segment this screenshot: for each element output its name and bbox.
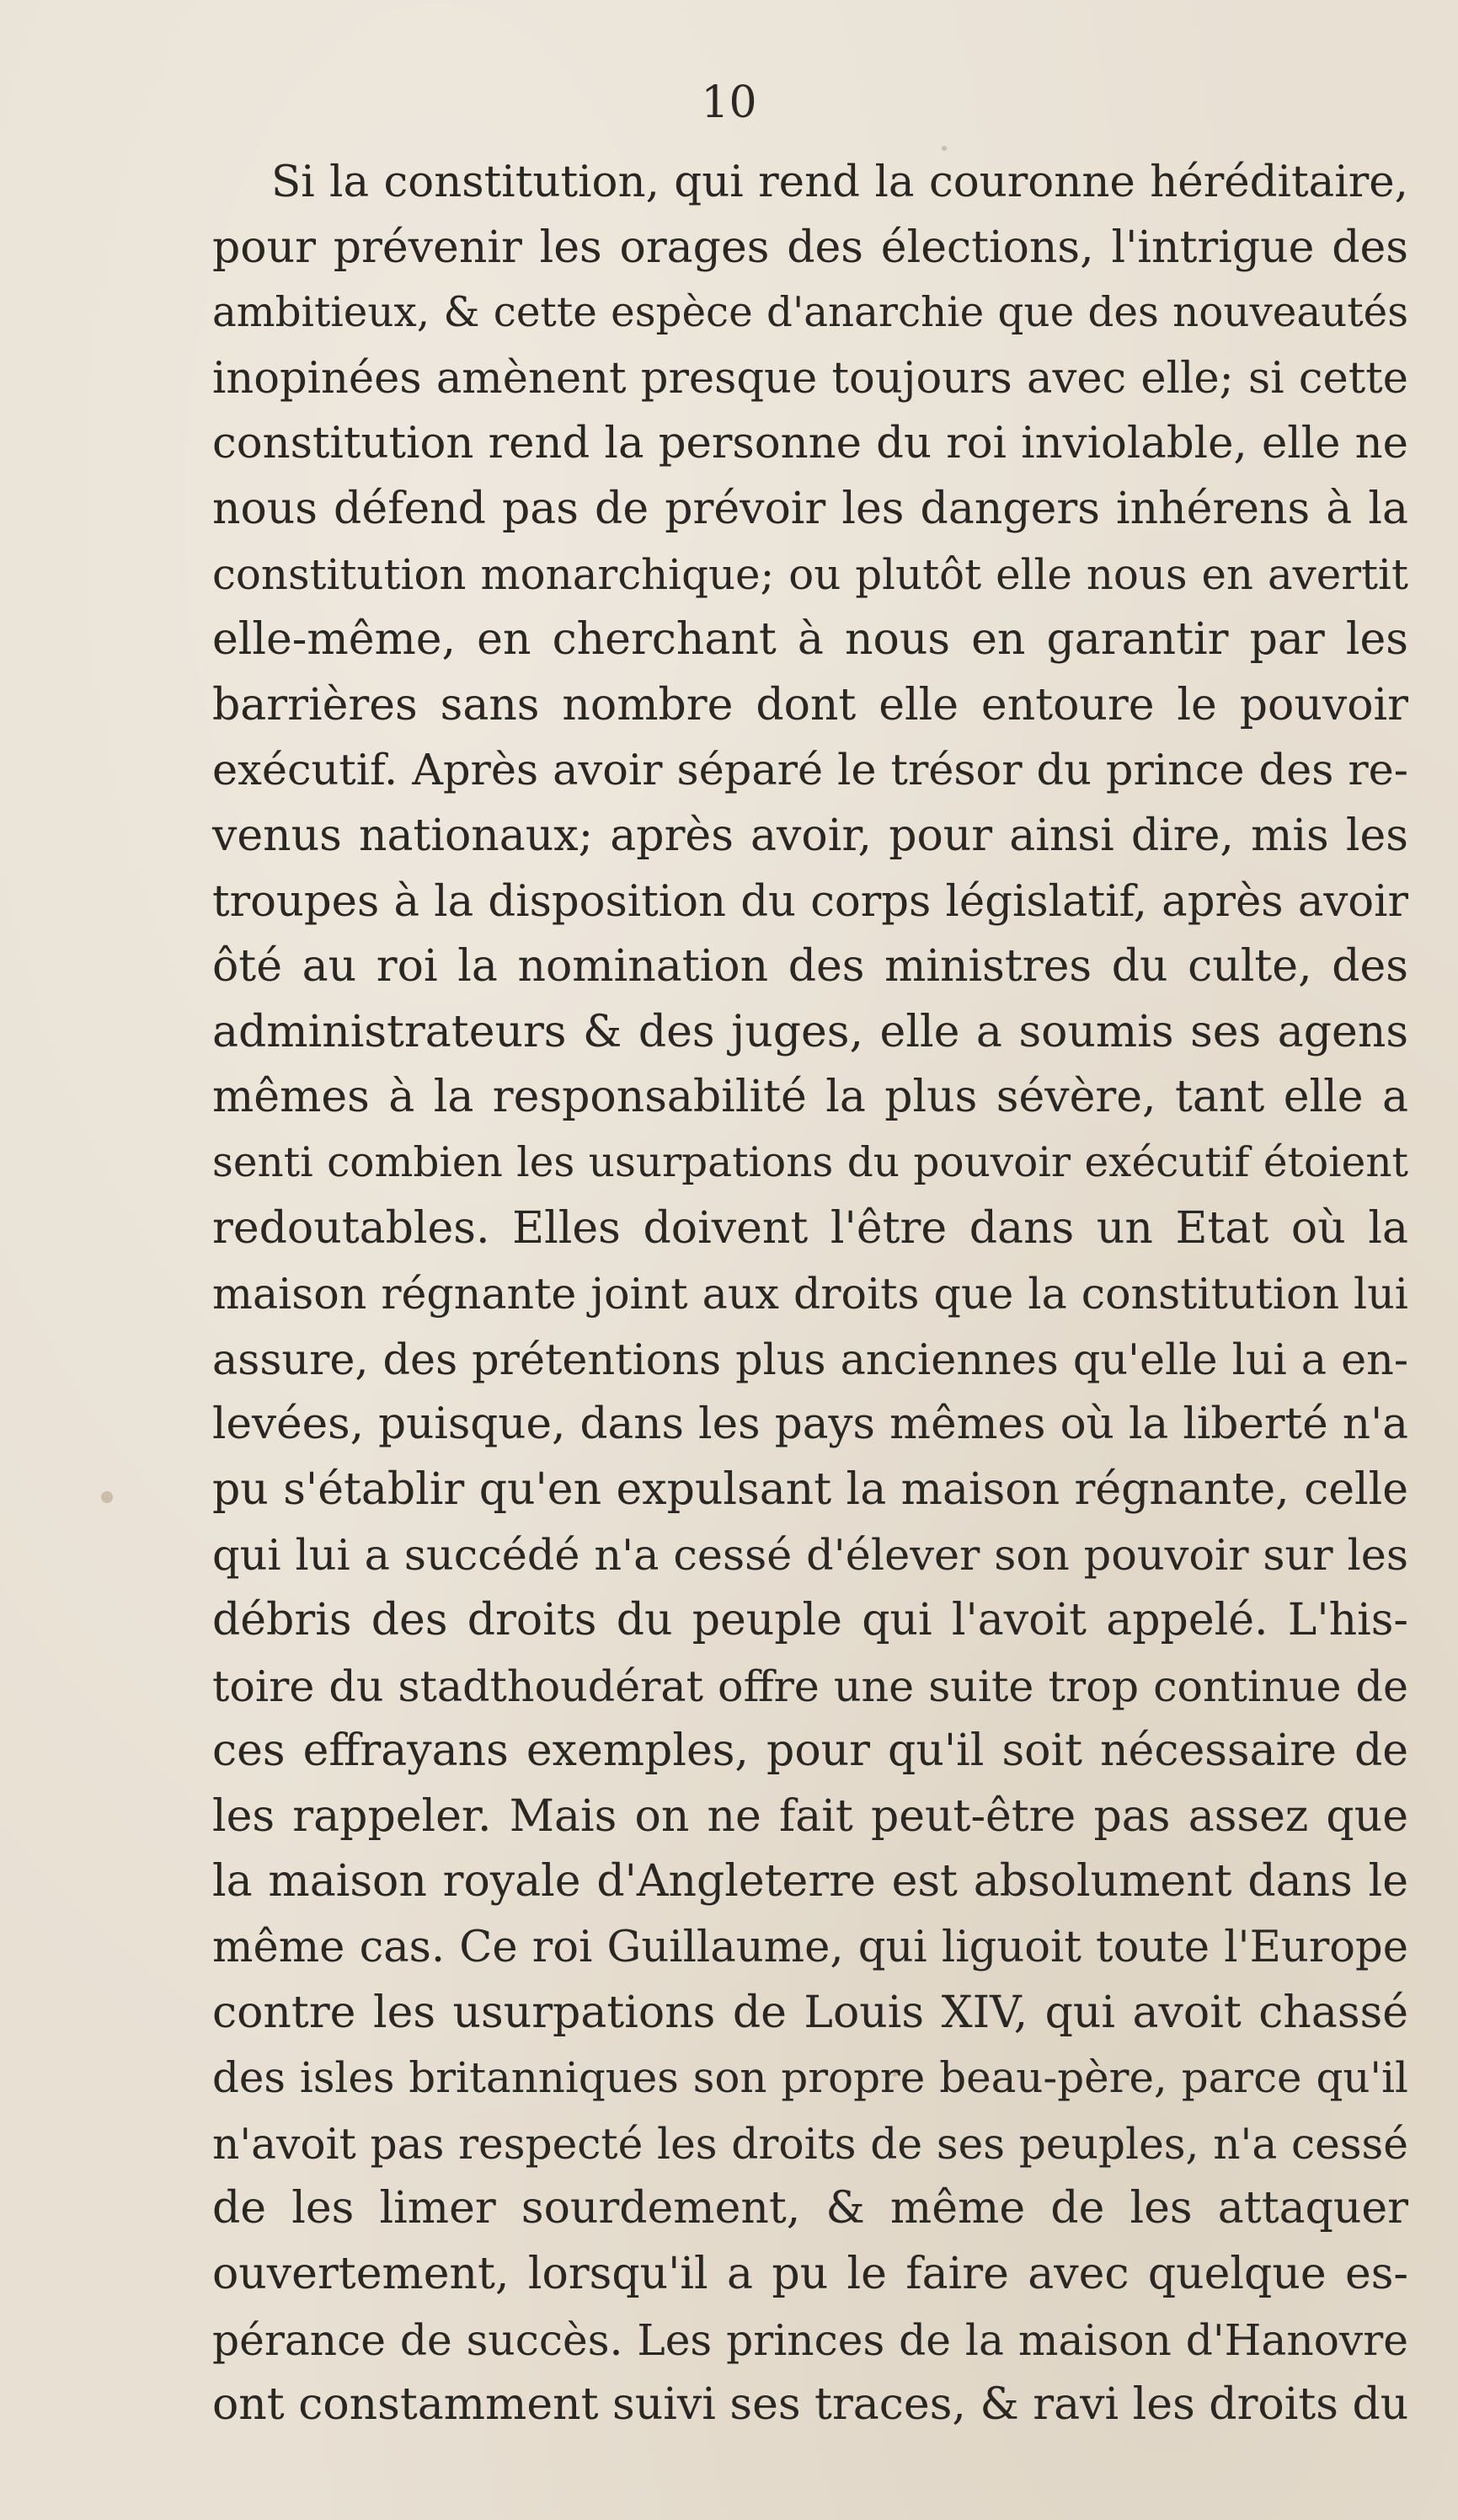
text-line: administrateurs & des juges, elle a soumis ses agens xyxy=(212,1006,1408,1057)
text-line: ôté au roi la nomination des ministres du culte, des xyxy=(212,941,1408,992)
text-line: pu s'établir qu'en expulsant la maison régnante, celle xyxy=(212,1463,1408,1515)
text-line: elle-même, en cherchant à nous en garantir par les xyxy=(212,614,1408,666)
text-line: débris des droits du peuple qui l'avoit appelé. L'his- xyxy=(212,1595,1408,1646)
page-number: 10 xyxy=(701,78,757,128)
text-line: ouvertement, lorsqu'il a pu le faire avec quelque es- xyxy=(212,2249,1408,2299)
text-line: pour prévenir les orages des élections, l'intrigue des xyxy=(212,222,1408,273)
text-line: ont constamment suivi ses traces, & ravi les droits du xyxy=(212,2379,1409,2431)
text-line: inopinées amènent presque toujours avec elle; si cette xyxy=(212,353,1408,404)
text-line: maison régnante joint aux droits que la constitution lui xyxy=(212,1269,1408,1319)
text-line: qui lui a succédé n'a cessé d'élever son pouvoir sur les xyxy=(212,1530,1408,1581)
text-line: barrières sans nombre dont elle entoure le pouvoir xyxy=(212,679,1408,730)
text-line: les rappeler. Mais on ne fait peut-être pas assez que xyxy=(212,1790,1408,1842)
text-line: la maison royale d'Angleterre est absolument dans le xyxy=(212,1856,1408,1907)
text-line: redoutables. Elles doivent l'être dans un Etat où la xyxy=(212,1202,1408,1254)
text-line: toire du stadthoudérat offre une suite trop continue de xyxy=(212,1661,1408,1711)
text-line: pérance de succès. Les princes de la maison d'Hanovre xyxy=(212,2314,1408,2365)
text-line: ambitieux, & cette espèce d'anarchie que des nouveautés xyxy=(212,289,1408,337)
text-line: Si la constitution, qui rend la couronne héréditaire, xyxy=(271,157,1408,207)
text-line: constitution monarchique; ou plutôt elle nous en avertit xyxy=(212,549,1408,599)
foxing-spot xyxy=(101,1491,113,1503)
text-line: contre les usurpations de Louis XIV, qui avoit chassé xyxy=(212,1987,1408,2038)
body-text xyxy=(212,150,1408,2438)
text-line: ces effrayans exemples, pour qu'il soit nécessaire de xyxy=(212,1725,1408,1777)
text-line: de les limer sourdement, & même de les attaquer xyxy=(212,2183,1408,2234)
text-line: n'avoit pas respecté les droits de ses peuples, n'a cessé xyxy=(212,2118,1408,2169)
text-line: levées, puisque, dans les pays mêmes où la liberté n'a xyxy=(212,1399,1408,1450)
text-line: même cas. Ce roi Guillaume, qui liguoit toute l'Europe xyxy=(212,1923,1408,1973)
text-line: nous défend pas de prévoir les dangers inhérens à la xyxy=(212,483,1408,534)
text-line: assure, des prétentions plus anciennes qu'elle lui a en- xyxy=(212,1334,1408,1384)
text-line: constitution rend la personne du roi inviolable, elle ne xyxy=(212,418,1408,469)
text-line: senti combien les usurpations du pouvoir exécutif étoient xyxy=(212,1138,1408,1186)
text-line: mêmes à la responsabilité la plus sévère, tant elle a xyxy=(212,1072,1408,1123)
text-line: exécutif. Après avoir séparé le trésor du prince des re- xyxy=(212,746,1408,796)
text-line: des isles britanniques son propre beau-père, parce qu'il xyxy=(212,2053,1408,2103)
text-line: troupes à la disposition du corps législatif, après avoir xyxy=(212,875,1408,927)
text-line: venus nationaux; après avoir, pour ainsi dire, mis les xyxy=(212,810,1408,861)
